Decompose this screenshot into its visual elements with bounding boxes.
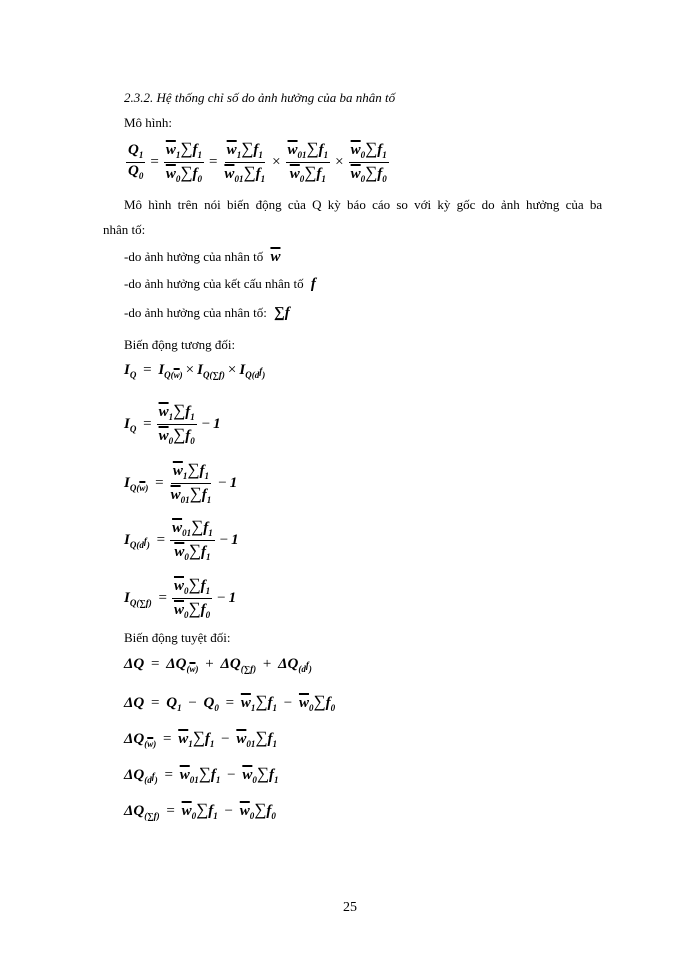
relative-label: Biến động tương đối: — [124, 337, 236, 352]
factor-text-3: -do ảnh hưởng của nhân tố: — [124, 305, 267, 320]
relative-formula-iq-w: $I_{Q(\overline{w})}$ = $\frac{\overline{w}_1\sum f_1}{\overline{w}_{01}\sum f_1}$ − 1 — [124, 460, 238, 506]
paragraph-line-2: nhân tố: — [103, 222, 146, 237]
relative-formula-main: $I_Q = I_{Q(\overline{w})} \times I_{Q(\sum f)} \times I_{Q(d^f)}$ — [124, 362, 266, 380]
model-label: Mô hình: — [124, 115, 173, 130]
relative-formula-iq-df: $I_{Q(d^f)}$ = $\frac{\overline{w}_{01}\sum f_1}{\overline{w}_0\sum f_1}$ − 1 — [124, 517, 239, 563]
absolute-formula-df: $\Delta Q_{(d^f)} = \overline{w}_{01}\sum f_1 - \overline{w}_0\sum f_1$ — [124, 764, 279, 785]
factor-text-2: -do ảnh hưởng của kết cấu nhân tố — [124, 276, 304, 291]
factor-item-3 — [124, 305, 290, 322]
absolute-formula-total: $\Delta Q = Q_1 - Q_0 = \overline{w}_1\sum f_1 - \overline{w}_0\sum f_0$ — [124, 692, 336, 713]
factor-text-1: -do ảnh hưởng của nhân tố — [124, 249, 264, 264]
factor-symbol-3: ∑f — [274, 305, 290, 321]
model-formula: $\frac{Q_1}{Q_0}$ = $\frac{\overline{w}_1\sum f_1}{\overline{w}_0\sum f_0}$ = $\frac{\overline{w}_1\sum f_1}{\overline{w}_{01}\sum f_1}$ × $\frac{\overline{w}_{01}\sum f_1}{\overline{w}_0\sum f_1}$ × $\frac{\overline{w}_0\sum f_1}{\overline{w}_0\sum f_0}$ — [128, 139, 387, 185]
absolute-formula-main: $\Delta Q = \Delta Q_{(\overline{w})} + \Delta Q_{(\sum f)} + \Delta Q_{(d^f)}$ — [124, 656, 312, 674]
absolute-label: Biến động tuyệt đối: — [124, 630, 231, 645]
paragraph-line-1: Mô hình trên nói biến động của Q kỳ báo cáo so với kỳ gốc do ảnh hưởng của ba — [124, 197, 603, 212]
factor-item-1 — [124, 249, 280, 266]
absolute-formula-sumf: $\Delta Q_{(\sum f)} = \overline{w}_0\sum f_1 - \overline{w}_0\sum f_0$ — [124, 800, 276, 821]
relative-formula-iq: $I_Q$ = $\frac{\overline{w}_1\sum f_1}{\overline{w}_0\sum f_0}$ − 1 — [124, 401, 221, 447]
relative-formula-iq-sumf: $I_{Q(\sum f)}$ = $\frac{\overline{w}_0\sum f_1}{\overline{w}_0\sum f_0}$ − 1 — [124, 575, 237, 621]
page-number: 25 — [343, 900, 357, 915]
factor-symbol-2: f — [310, 276, 316, 292]
factor-item-2 — [124, 276, 316, 293]
factor-symbol-1: $\overline{w}$ — [270, 249, 281, 265]
absolute-formula-w: $\Delta Q_{(\overline{w})} = \overline{w}_1\sum f_1 - \overline{w}_{01}\sum f_1$ — [124, 728, 277, 749]
section-heading: 2.3.2. Hệ thống chỉ số do ảnh hưởng của ba nhân tố — [124, 90, 396, 105]
